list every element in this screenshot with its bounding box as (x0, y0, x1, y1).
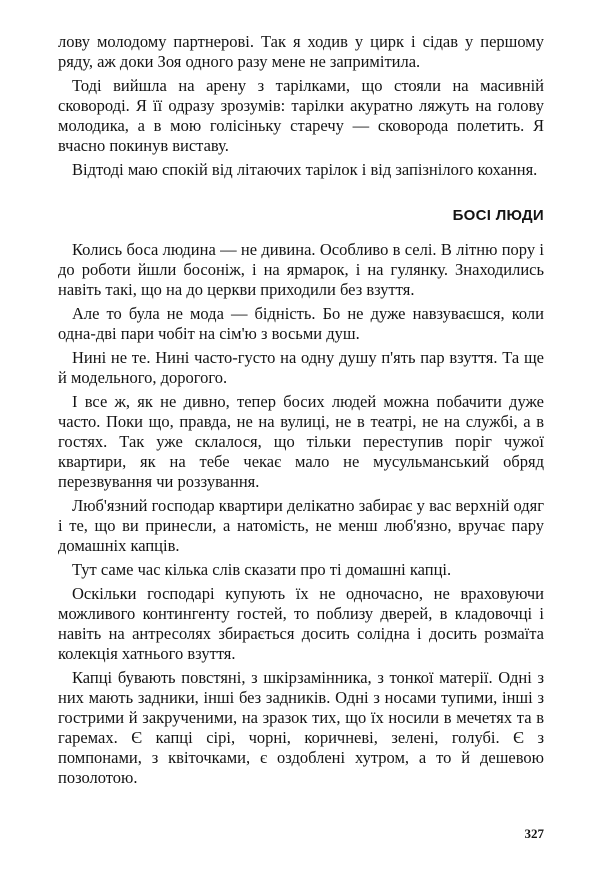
paragraph: Люб'язний господар квартири делікатно забирає у вас верхній одяг і те, що ви принесли, а натомість, не менш люб'язно, вручає пару домашніх капців. (58, 496, 544, 555)
paragraph: Колись боса людина — не дивина. Особливо в селі. В літню пору і до роботи йшли босоніж, і на ярмарок, і на гулянку. Знаходились навіть такі, що на до церкви приходили без взуття. (58, 240, 544, 299)
paragraph: Відтоді маю спокій від літаючих тарілок і від запізнілого кохання. (72, 160, 538, 179)
paragraph: Але то була не мода — бідність. Бо не дуже навзуваєшся, коли одна-дві пари чобіт на сім'ю з восьми душ. (58, 304, 544, 343)
paragraph: Тут саме час кілька слів сказати про ті домашні капці. (72, 560, 452, 579)
paragraph: Оскільки господарі купують їх не одночасно, не враховуючи можливого контингенту гостей, то поблизу дверей, в кладовочці і навіть на антресолях збирається досить солідна і досить розмаїта колекція хатнього взуття. (58, 584, 544, 663)
section-title: БОСІ ЛЮДИ (452, 207, 544, 224)
page-number: 327 (524, 826, 544, 841)
paragraph: І все ж, як не дивно, тепер босих людей можна побачити дуже часто. Поки що, правда, не на вулиці, не в театрі, не на службі, а в гостях. Так уже склалося, що тільки переступив поріг чужої квартири, як на тебе чекає мало не мусульманський обряд перезвування чи роззування. (58, 392, 544, 491)
paragraph: Капці бувають повстяні, з шкірзамінника, з тонкої матерії. Одні з них мають задники, інші без задників. Одні з носами тупими, інші з гострими й закрученими, на зразок тих, що їх носили в мечетях та в гаремах. Є капці сірі, чорні, коричневі, зелені, голубі. Є з помпонами, з квіточками, є оздоблені хутром, а то й дешевою позолотою. (58, 668, 544, 787)
paragraph: Нині не те. Нині часто-густо на одну душу п'ять пар взуття. Та ще й модельного, дорогого. (58, 348, 544, 387)
paragraph: Тоді вийшла на арену з тарілками, що стояли на масивній сковороді. Я її одразу зрозумів: тарілки акуратно ляжуть на голову молодика, а в мою голісіньку старечу — сковорода полетить. Я вчасно покинув виставу. (58, 76, 544, 155)
paragraph-continued: лову молодому партнерові. Так я ходив у цирк і сідав у першому ряду, аж доки Зоя одного разу мене не запримітила. (58, 32, 544, 71)
page-body (58, 32, 544, 792)
